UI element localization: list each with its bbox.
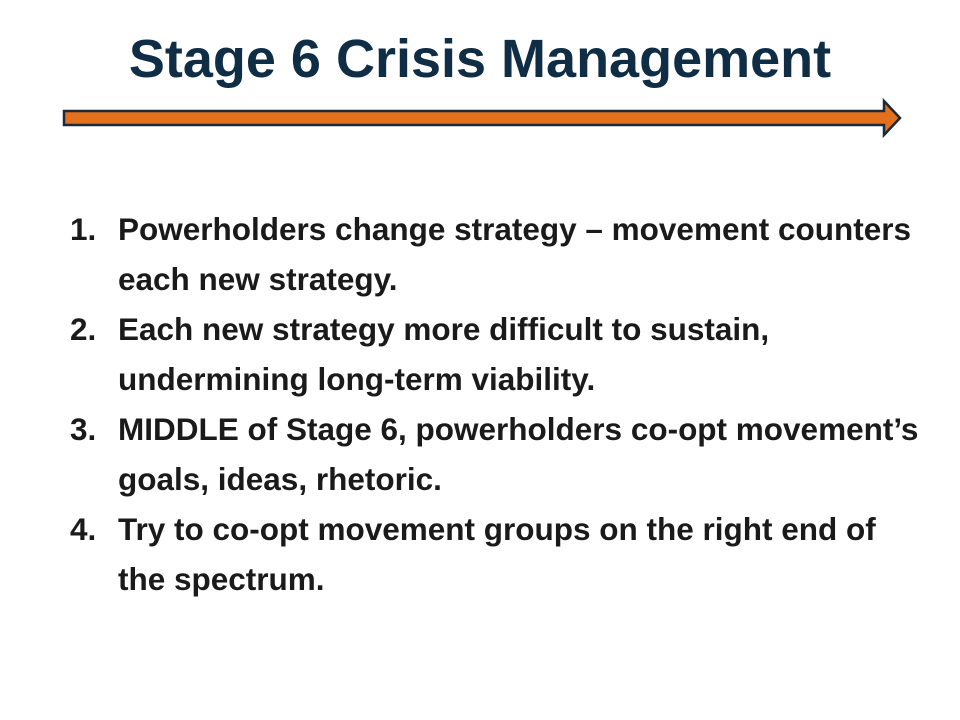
list-item bbox=[70, 304, 920, 404]
item-number: 1. bbox=[70, 211, 97, 247]
orange-arrow bbox=[0, 0, 960, 160]
list-item bbox=[70, 404, 920, 504]
item-text: MIDDLE of Stage 6, powerholders co-opt movement’s goals, ideas, rhetoric. bbox=[118, 411, 919, 497]
item-text: Each new strategy more difficult to sustain, undermining long-term viability. bbox=[118, 311, 770, 397]
list-item bbox=[70, 504, 920, 604]
item-number: 3. bbox=[70, 411, 97, 447]
item-text: Powerholders change strategy – movement counters each new strategy. bbox=[118, 211, 911, 297]
slide-title: Stage 6 Crisis Management bbox=[128, 29, 832, 89]
arrow-shape bbox=[64, 101, 900, 135]
item-text: Try to co-opt movement groups on the right end of the spectrum. bbox=[118, 511, 876, 597]
bullet-list bbox=[70, 204, 920, 604]
list-item bbox=[70, 204, 920, 304]
item-number: 2. bbox=[70, 311, 97, 347]
item-number: 4. bbox=[70, 511, 97, 547]
